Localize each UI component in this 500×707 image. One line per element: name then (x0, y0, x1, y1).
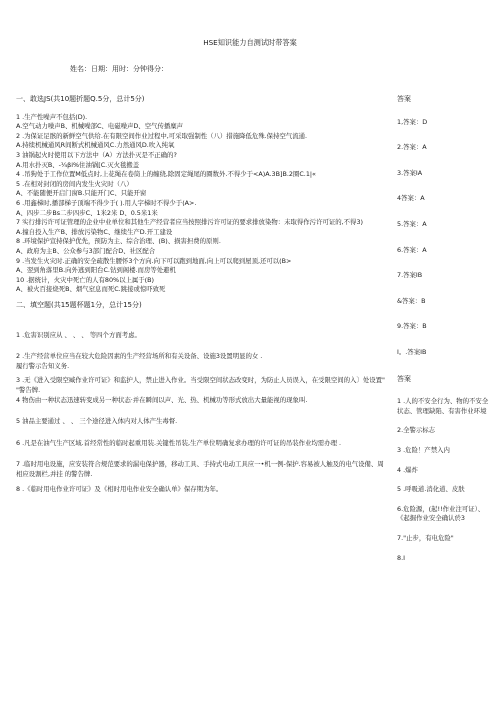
answer-item: 1,答案：D (397, 117, 428, 126)
answer-item: 4 .爆炸 (397, 465, 418, 474)
question-line: 2 .为保证足骸的新鲜空气供给.在有限空间作业过程中,可采取强制性（八）措施降低危殊.保持空气流通. (16, 131, 308, 140)
question-line: A、四步二步Bs二步四步C、1米2米 D、0.5米1米 (16, 208, 158, 217)
answer-item: 8.I (397, 553, 405, 562)
question-line: A、不能随便开启门窗B.只能开门C、只能开窗 (16, 189, 147, 198)
answer-item: 5 .呼吸道.消化道、皮肤 (397, 485, 465, 494)
answer-item: 3 .危险！产禁入内 (397, 445, 450, 454)
question-line: 履行警示告知义务. (16, 361, 70, 370)
answer-item: &答案：B (397, 296, 426, 305)
question-line: A、被火百接烧死B、烟气窒息而死C.跳接或惊吓致死 (16, 285, 166, 294)
answers2-heading: 答案 (397, 374, 411, 383)
question-line: 8 .环境保护宣持保护优先，预防为主、综合治理、(B)、损害担费的原则. (16, 237, 221, 246)
answer-item: 9.答案：B (397, 322, 427, 331)
question-line: 2 .生产经营单位应当在较大危险因素的生产经营场所和有关设备、设施3设置明显的女 . (16, 352, 263, 361)
answers1-heading: 答案 (397, 95, 411, 103)
question-line: 3 .无《进入受限空臧作业许可证》和监护人，禁止进入作业。当受限空间状态改变时，为防止人员误入，在受限空间的入〕处设置" "警告牌. (16, 376, 385, 395)
question-line: A.用水扑灭B、-¼βi%住油锅[C.灭火毯搬盖 (16, 160, 140, 169)
answer-item: 2.全警示标志 (397, 426, 436, 435)
answer-item: 2.答案：A (397, 143, 427, 152)
answer-item: 7.答案IB (397, 271, 423, 280)
question-line: 8 .《临时用电作业许可证》及《相时用电作业安全确认单》保存期为年。 (16, 484, 223, 493)
questions-column (16, 94, 386, 494)
student-info-line: 姓名：日期：用时：分钟得分： (70, 65, 168, 73)
document-title: HSE知识能力自测试时带答案 (203, 38, 297, 47)
question-line: 10 .据统计，火灾中死亡的人有80%以上属于(B) (16, 275, 155, 284)
question-line: A.空气动力噪声B、机械噪部C、电磁噪声D、空气传播糜声 (16, 122, 184, 131)
answer-item: 6.答案：A (397, 245, 427, 254)
question-line: 1 .危害识别应从 、 、 、 等四个方面考虑。 (16, 330, 141, 339)
question-line: A.撞自投入生产B、排放污染物C、继续生产D.开工建设 (16, 227, 173, 236)
answer-item: 7."止步，有电危险" (397, 533, 454, 542)
section1-heading: 一、敢选JS(共10题折题Q.5分，总计5分) (16, 95, 145, 103)
question-line: 6 .凡是在油气生产区域.首经常性的临时起重用装.关键性吊装,生产单位明确复求办理的许可证的吊装作业均需办理 . (16, 438, 342, 447)
question-line: 5 油品主要通过 、 、 三个途径进入体内对人体产生毒督. (16, 417, 178, 426)
question-line: 6 .用鑫梯时,播部梯子顶端不得少于( ).用人字梯时不得少于(A>. (16, 198, 197, 207)
question-line: 1 .生产性噪声不包括(D). (16, 112, 88, 121)
question-line: 4 物伤由一种状态迅速转变成另一种状态·并在瞬间以声、光、热、机械功等形式放出大量能视的现象叫. (16, 395, 308, 404)
section2-heading: 二、填空题(共15题杯题1分，总计15分) (16, 301, 142, 310)
question-line: A、政府为主B、公众参与3部门配合D、社区配合 (16, 247, 156, 256)
question-line: 4 .吊狗处于工作位置M低点时,上花绳在卷筒上的缠绕,除固定绳尾的圈数外.不得少于<A)A.3B]B.2圈C.1|« (16, 170, 316, 179)
question-line: A.持续机械通风R间断式机械通风C.力然通风D.吹入纯氧 (16, 141, 175, 150)
answer-item: 1 .人的不安全行为、物的不安全状态、管理缺陷、有害作业环境 (397, 397, 489, 415)
question-line: 5 .在相对封闭的房间内发生火灾时（八） (16, 179, 133, 188)
question-line: 7 .临时用电设施，应安装符合规范要求的漏电保护器，移动工具、手持式电动工具应一•机一例-保护.容易被人触及的电气设備、周相应设割栏,并挂 的警告牌. (16, 460, 384, 479)
question-line: 3 油锅起火时使用以下方法中（A）方法扑灭是不正确的? (16, 150, 177, 159)
answers-column (397, 94, 489, 573)
answer-item: I。.答案IB (397, 347, 427, 356)
answer-item: 5.答案：A (397, 219, 427, 228)
answer-item: 4答案：A (397, 194, 425, 203)
question-line: 9 .当发生火灾时.正确的安全疏散生腰怀3个方向.向下可以跑到地面,向上可以爬到屋顶,还可以(B> (16, 256, 292, 265)
question-line: A、翌到角落里B.向外逃到阳台C.钻到阁楼.而房等处避机 (16, 266, 176, 275)
question-line: 7 实行排污许可证管理的企业中业单位和其他生产经营者应当按照排污许可证的要求排放染物：未取得作污许可证的,不得3) (16, 218, 363, 227)
answer-item: 6.危险源，(起!!作业注可证）、《起掘作业安全确认於3 (397, 504, 485, 523)
answer-item: 3.答案IA (397, 168, 423, 177)
